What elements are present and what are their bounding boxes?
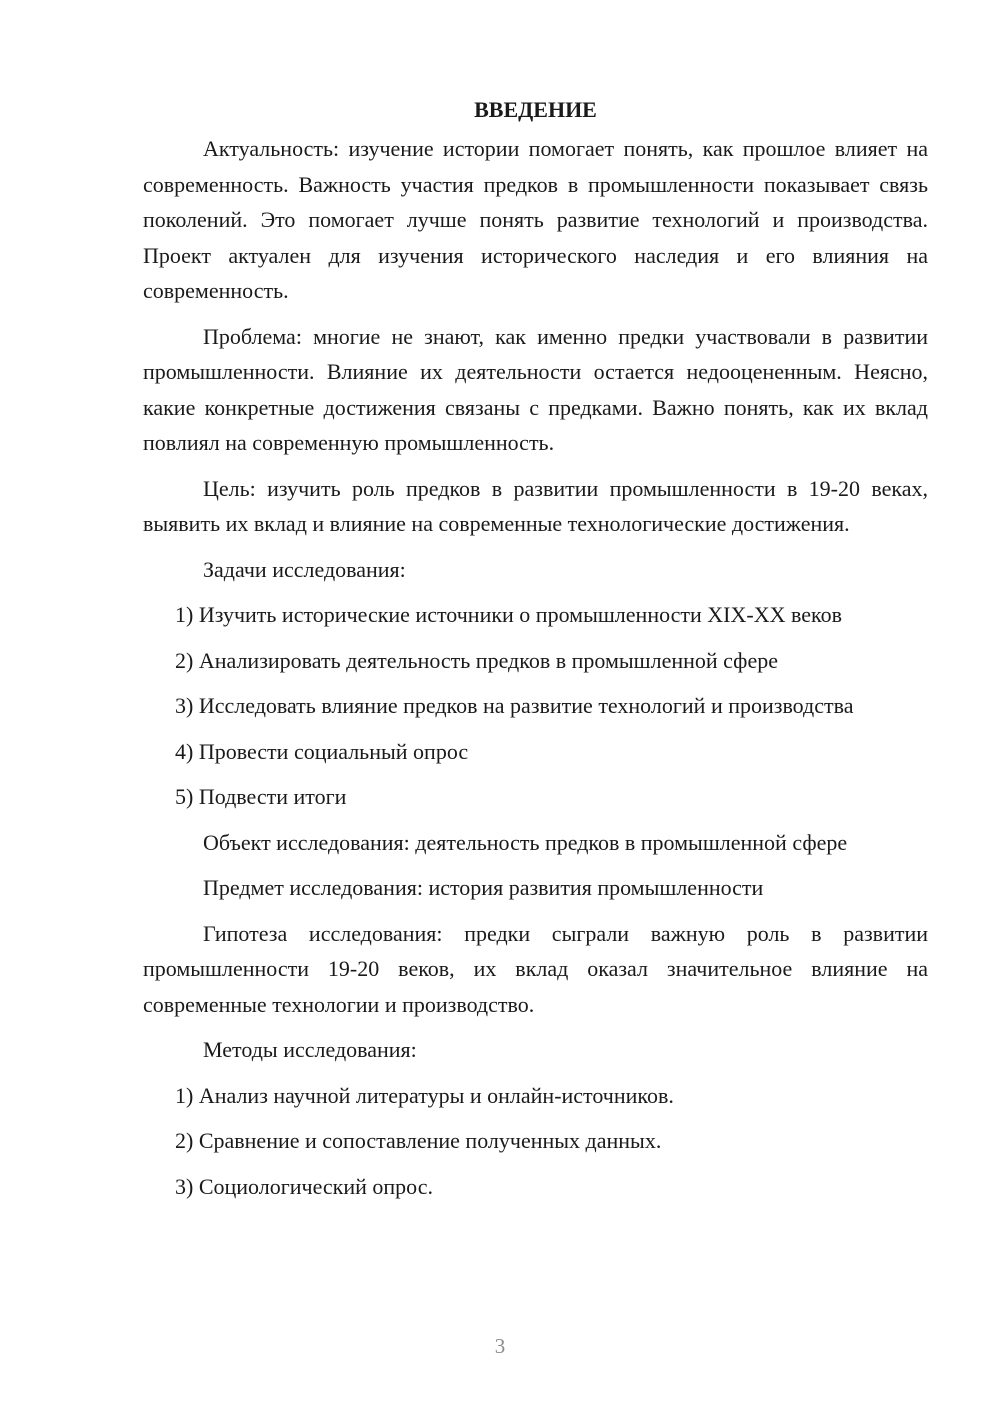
task-item: 1) Изучить исторические источники о промышленности XIX-XX веков	[175, 602, 842, 627]
goal-paragraph: Цель: изучить роль предков в развитии промышленности в 19-20 веках, выявить их вклад и влияние на современные технологические достижения.	[143, 475, 928, 536]
task-item: 3) Исследовать влияние предков на развитие технологий и производства	[175, 693, 854, 718]
document-body	[143, 92, 928, 1214]
task-item: 2) Анализировать деятельность предков в промышленной сфере	[175, 647, 778, 673]
task-item: 5) Подвести итоги	[175, 784, 347, 809]
object-paragraph: Объект исследования: деятельность предков в промышленной сфере	[203, 829, 848, 855]
page-number: 3	[494, 1334, 506, 1358]
task-item: 4) Провести социальный опрос	[175, 738, 469, 764]
page-title: ВВЕДЕНИЕ	[474, 97, 597, 122]
method-item: 2) Сравнение и сопоставление полученных данных.	[175, 1128, 662, 1153]
relevance-paragraph: Актуальность: изучение истории помогает понять, как прошлое влияет на современность. Важность участия предков в промышленности показывает связь поколений. Это помогает лучше понять развитие технологий и производства. Проект актуален для изучения исторического наследия и его влияния на современность.	[143, 136, 928, 303]
method-item: 3) Социологический опрос.	[175, 1173, 433, 1199]
method-item: 1) Анализ научной литературы и онлайн-источников.	[175, 1082, 674, 1108]
hypothesis-paragraph: Гипотеза исследования: предки сыграли важную роль в развитии промышленности 19-20 веков, их вклад оказал значительное влияние на современные технологии и производство.	[143, 920, 928, 1017]
methods-title: Методы исследования:	[203, 1037, 417, 1062]
problem-paragraph: Проблема: многие не знают, как именно предки участвовали в развитии промышленности. Влияние их деятельности остается недооцененным. Неясно, какие конкретные достижения связаны с предками. Важно понять, как их вклад повлиял на современную промышленность.	[143, 323, 928, 455]
tasks-title: Задачи исследования:	[203, 556, 406, 582]
subject-paragraph: Предмет исследования: история развития промышленности	[203, 875, 764, 900]
